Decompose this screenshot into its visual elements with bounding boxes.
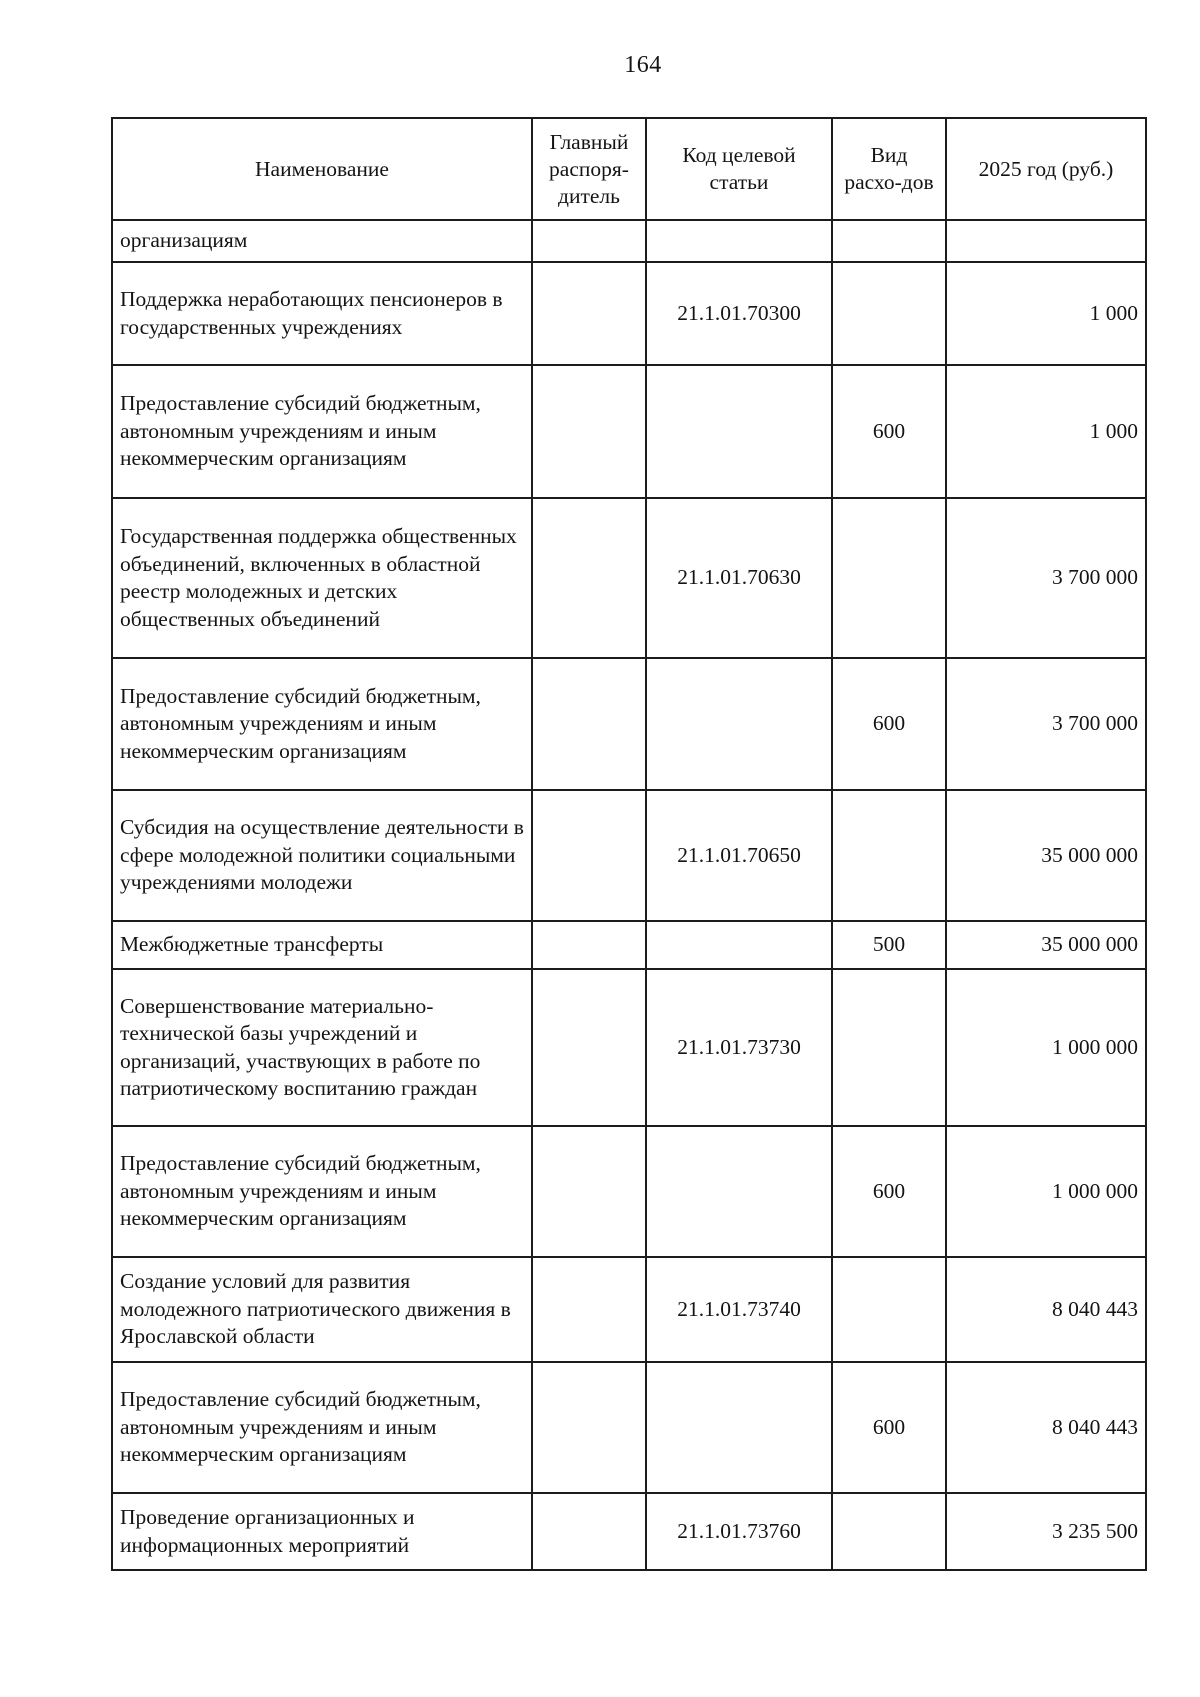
row-name: Предоставление субсидий бюджетным, автономным учреждениям и иным некоммерческим организациям bbox=[112, 658, 532, 790]
row-sum: 8 040 443 bbox=[946, 1257, 1146, 1362]
row-code bbox=[646, 658, 832, 790]
row-chief bbox=[532, 1257, 646, 1362]
row-chief bbox=[532, 969, 646, 1126]
row-type: 600 bbox=[832, 1362, 946, 1493]
row-sum: 3 700 000 bbox=[946, 658, 1146, 790]
row-sum: 8 040 443 bbox=[946, 1362, 1146, 1493]
row-type: 600 bbox=[832, 658, 946, 790]
row-chief bbox=[532, 365, 646, 498]
row-code bbox=[646, 1362, 832, 1493]
header-name: Наименование bbox=[112, 118, 532, 220]
table-row bbox=[112, 220, 1146, 262]
row-code: 21.1.01.73740 bbox=[646, 1257, 832, 1362]
table-row bbox=[112, 1257, 1146, 1362]
row-name: организациям bbox=[112, 220, 532, 262]
row-code bbox=[646, 220, 832, 262]
row-sum: 1 000 000 bbox=[946, 1126, 1146, 1257]
row-code bbox=[646, 1126, 832, 1257]
row-sum: 3 235 500 bbox=[946, 1493, 1146, 1570]
row-code: 21.1.01.70300 bbox=[646, 262, 832, 365]
table-row bbox=[112, 1126, 1146, 1257]
row-sum: 35 000 000 bbox=[946, 921, 1146, 969]
row-chief bbox=[532, 498, 646, 658]
row-sum: 1 000 bbox=[946, 365, 1146, 498]
row-type bbox=[832, 498, 946, 658]
row-type bbox=[832, 969, 946, 1126]
table-row bbox=[112, 498, 1146, 658]
header-amount-2025: 2025 год (руб.) bbox=[946, 118, 1146, 220]
row-code bbox=[646, 921, 832, 969]
row-name: Предоставление субсидий бюджетным, автономным учреждениям и иным некоммерческим организациям bbox=[112, 365, 532, 498]
header-chief-administrator bbox=[532, 118, 646, 220]
row-chief bbox=[532, 790, 646, 921]
row-type: 500 bbox=[832, 921, 946, 969]
table-header-row bbox=[112, 118, 1146, 220]
row-sum: 3 700 000 bbox=[946, 498, 1146, 658]
table-row bbox=[112, 969, 1146, 1126]
row-sum: 35 000 000 bbox=[946, 790, 1146, 921]
header-chief-label: Главный распоря-дитель bbox=[549, 129, 629, 208]
row-chief bbox=[532, 921, 646, 969]
row-type bbox=[832, 790, 946, 921]
row-type: 600 bbox=[832, 1126, 946, 1257]
row-name: Совершенствование материально-технической базы учреждений и организаций, участвующих в работе по патриотическому воспитанию граждан bbox=[112, 969, 532, 1126]
row-name: Предоставление субсидий бюджетным, автономным учреждениям и иным некоммерческим организациям bbox=[112, 1362, 532, 1493]
row-code: 21.1.01.70630 bbox=[646, 498, 832, 658]
table-row bbox=[112, 790, 1146, 921]
row-name: Межбюджетные трансферты bbox=[112, 921, 532, 969]
table-row bbox=[112, 921, 1146, 969]
row-type bbox=[832, 262, 946, 365]
row-name: Создание условий для развития молодежного патриотического движения в Ярославской области bbox=[112, 1257, 532, 1362]
row-chief bbox=[532, 1493, 646, 1570]
table-row bbox=[112, 365, 1146, 498]
table-row bbox=[112, 1493, 1146, 1570]
row-chief bbox=[532, 1362, 646, 1493]
header-expense-type: Вид расхо-дов bbox=[832, 118, 946, 220]
row-code: 21.1.01.73760 bbox=[646, 1493, 832, 1570]
row-sum bbox=[946, 220, 1146, 262]
row-name: Государственная поддержка общественных объединений, включенных в областной реестр молодежных и детских общественных объединений bbox=[112, 498, 532, 658]
row-chief bbox=[532, 262, 646, 365]
row-type bbox=[832, 1493, 946, 1570]
row-name: Предоставление субсидий бюджетным, автономным учреждениям и иным некоммерческим организациям bbox=[112, 1126, 532, 1257]
table-row bbox=[112, 658, 1146, 790]
row-type bbox=[832, 1257, 946, 1362]
row-name: Поддержка неработающих пенсионеров в государственных учреждениях bbox=[112, 262, 532, 365]
row-type bbox=[832, 220, 946, 262]
row-code: 21.1.01.73730 bbox=[646, 969, 832, 1126]
table-row bbox=[112, 1362, 1146, 1493]
page-number: 164 bbox=[624, 52, 662, 78]
row-code: 21.1.01.70650 bbox=[646, 790, 832, 921]
header-target-code: Код целевой статьи bbox=[646, 118, 832, 220]
row-chief bbox=[532, 220, 646, 262]
budget-table bbox=[111, 117, 1147, 1571]
row-chief bbox=[532, 658, 646, 790]
row-name: Субсидия на осуществление деятельности в сфере молодежной политики социальными учреждениями молодежи bbox=[112, 790, 532, 921]
row-sum: 1 000 000 bbox=[946, 969, 1146, 1126]
row-code bbox=[646, 365, 832, 498]
row-name: Проведение организационных и информационных мероприятий bbox=[112, 1493, 532, 1570]
table-row bbox=[112, 262, 1146, 365]
row-type: 600 bbox=[832, 365, 946, 498]
row-chief bbox=[532, 1126, 646, 1257]
row-sum: 1 000 bbox=[946, 262, 1146, 365]
